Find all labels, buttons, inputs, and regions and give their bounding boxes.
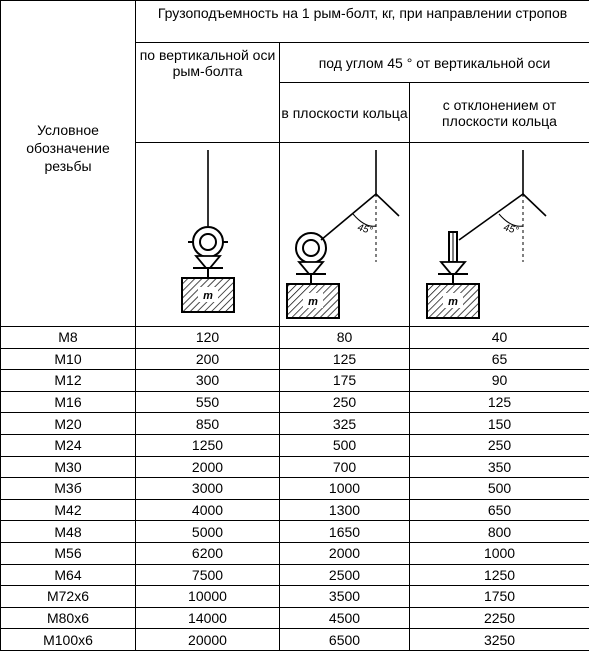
deviation-capacity-cell: 1250 <box>410 564 589 586</box>
table-row <box>1 629 589 651</box>
table-row <box>1 327 589 349</box>
in-plane-capacity-cell: 700 <box>280 456 410 478</box>
vertical-capacity-cell: 3000 <box>136 478 280 500</box>
deviation-lift-diagram <box>411 144 589 326</box>
deviation-capacity-cell: 650 <box>410 499 589 521</box>
thread-cell: М24 <box>1 434 136 456</box>
thread-cell: М3б <box>1 478 136 500</box>
in-plane-capacity-cell: 6500 <box>280 629 410 651</box>
deviation-capacity-cell: 150 <box>410 413 589 435</box>
table-row <box>1 391 589 413</box>
angle-group-header: под углом 45 ° от вертикальной оси <box>280 43 589 83</box>
deviation-header: с отклонением от плоскости кольца <box>410 83 589 143</box>
vertical-capacity-cell: 850 <box>136 413 280 435</box>
in-plane-capacity-cell: 3500 <box>280 586 410 608</box>
in-plane-header: в плоскости кольца <box>280 83 410 143</box>
vertical-capacity-cell: 20000 <box>136 629 280 651</box>
angle-label: 45° <box>356 222 373 237</box>
vertical-capacity-cell: 300 <box>136 370 280 392</box>
vertical-capacity-cell: 7500 <box>136 564 280 586</box>
table-row <box>1 521 589 543</box>
table-row <box>1 542 589 564</box>
deviation-capacity-cell: 3250 <box>410 629 589 651</box>
deviation-capacity-cell: 250 <box>410 434 589 456</box>
table-row <box>1 348 589 370</box>
vertical-axis-header: по вертикальной оси рым-болта <box>136 43 280 143</box>
vertical-capacity-cell: 200 <box>136 348 280 370</box>
thread-cell: М100х6 <box>1 629 136 651</box>
vertical-capacity-cell: 550 <box>136 391 280 413</box>
table-row <box>1 413 589 435</box>
in-plane-lift-figure <box>280 143 410 327</box>
angle-label: 45° <box>502 222 519 237</box>
table-row <box>1 564 589 586</box>
table-row <box>1 586 589 608</box>
deviation-capacity-cell: 65 <box>410 348 589 370</box>
mass-label: m <box>203 290 213 302</box>
thread-designation-header: Условное обозначение резьбы <box>1 1 136 327</box>
table-row <box>1 434 589 456</box>
vertical-capacity-cell: 1250 <box>136 434 280 456</box>
in-plane-capacity-cell: 250 <box>280 391 410 413</box>
in-plane-lift-diagram <box>281 144 409 326</box>
thread-cell: М56 <box>1 542 136 564</box>
load-capacity-title: Грузоподъемность на 1 рым-болт, кг, при направлении стропов <box>136 1 589 43</box>
vertical-capacity-cell: 10000 <box>136 586 280 608</box>
in-plane-capacity-cell: 325 <box>280 413 410 435</box>
deviation-capacity-cell: 40 <box>410 327 589 349</box>
thread-cell: М20 <box>1 413 136 435</box>
thread-cell: М16 <box>1 391 136 413</box>
thread-cell: М72х6 <box>1 586 136 608</box>
vertical-capacity-cell: 4000 <box>136 499 280 521</box>
deviation-lift-figure <box>410 143 589 327</box>
deviation-capacity-cell: 1750 <box>410 586 589 608</box>
thread-cell: М12 <box>1 370 136 392</box>
deviation-capacity-cell: 90 <box>410 370 589 392</box>
in-plane-capacity-cell: 80 <box>280 327 410 349</box>
in-plane-capacity-cell: 1000 <box>280 478 410 500</box>
in-plane-capacity-cell: 125 <box>280 348 410 370</box>
vertical-capacity-cell: 120 <box>136 327 280 349</box>
thread-cell: М8 <box>1 327 136 349</box>
mass-label: m <box>308 296 318 308</box>
table-row <box>1 370 589 392</box>
table-row <box>1 607 589 629</box>
in-plane-capacity-cell: 2000 <box>280 542 410 564</box>
thread-cell: М42 <box>1 499 136 521</box>
vertical-capacity-cell: 5000 <box>136 521 280 543</box>
table-row <box>1 478 589 500</box>
vertical-capacity-cell: 2000 <box>136 456 280 478</box>
in-plane-capacity-cell: 1300 <box>280 499 410 521</box>
table-row <box>1 456 589 478</box>
thread-cell: М64 <box>1 564 136 586</box>
vertical-lift-figure <box>136 143 280 327</box>
thread-cell: М48 <box>1 521 136 543</box>
in-plane-capacity-cell: 4500 <box>280 607 410 629</box>
in-plane-capacity-cell: 1650 <box>280 521 410 543</box>
mass-label: m <box>448 296 458 308</box>
in-plane-capacity-cell: 175 <box>280 370 410 392</box>
in-plane-capacity-cell: 2500 <box>280 564 410 586</box>
table-row <box>1 499 589 521</box>
deviation-capacity-cell: 1000 <box>410 542 589 564</box>
thread-cell: М80х6 <box>1 607 136 629</box>
vertical-capacity-cell: 6200 <box>136 542 280 564</box>
deviation-capacity-cell: 350 <box>410 456 589 478</box>
deviation-capacity-cell: 500 <box>410 478 589 500</box>
in-plane-capacity-cell: 500 <box>280 434 410 456</box>
deviation-capacity-cell: 2250 <box>410 607 589 629</box>
deviation-capacity-cell: 800 <box>410 521 589 543</box>
thread-cell: М30 <box>1 456 136 478</box>
vertical-lift-diagram <box>138 144 278 326</box>
thread-cell: М10 <box>1 348 136 370</box>
deviation-capacity-cell: 125 <box>410 391 589 413</box>
vertical-capacity-cell: 14000 <box>136 607 280 629</box>
